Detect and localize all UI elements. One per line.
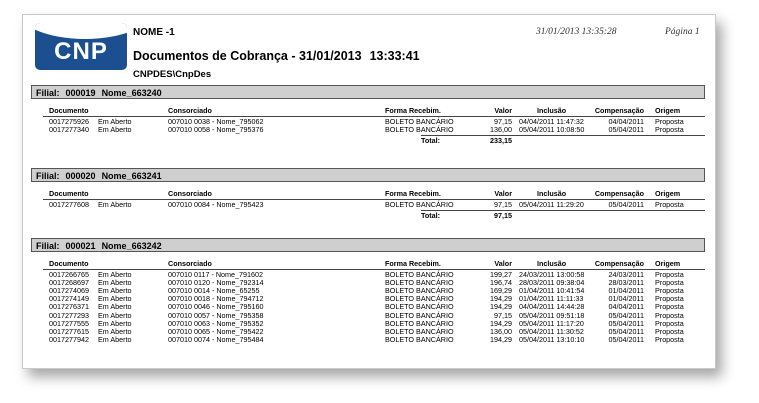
cell-compensacao: 05/04/2011: [608, 200, 644, 209]
cell-situacao: Em Aberto: [98, 117, 132, 126]
column-header-documento: Documento: [49, 106, 89, 115]
cell-compensacao: 05/04/2011: [608, 125, 644, 135]
cell-inclusao: 05/04/2011 11:30:52: [519, 326, 584, 336]
cell-forma-recebimento: BOLETO BANCÁRIO: [385, 278, 454, 288]
column-header-valor: Valor: [494, 106, 512, 115]
filial-code: 000019: [65, 88, 96, 98]
cell-valor: 194,29: [490, 302, 512, 312]
cell-inclusao: 05/04/2011 10:08:50: [519, 125, 585, 135]
cell-origem: Proposta: [655, 318, 684, 328]
cell-consorciado: 007010 0074 - Nome_795484: [168, 334, 264, 344]
cell-documento: 0017274149: [49, 294, 89, 304]
cell-consorciado: 007010 0057 - Nome_795358: [168, 310, 264, 320]
cell-origem: Proposta: [655, 294, 684, 304]
cell-origem: Proposta: [655, 310, 684, 320]
report-user-name: NOME -1: [133, 27, 175, 38]
total-rule: [421, 210, 705, 211]
filial-code: 000020: [65, 171, 96, 181]
cell-forma-recebimento: BOLETO BANCÁRIO: [385, 334, 454, 344]
cell-documento: 0017277340: [49, 125, 89, 135]
table-row: [23, 336, 715, 344]
print-date: 31/01/2013 13:35:28: [536, 27, 617, 37]
cell-valor: 97,15: [494, 310, 512, 320]
cell-documento: 0017277555: [49, 318, 89, 328]
cell-situacao: Em Aberto: [98, 286, 132, 296]
cell-inclusao: 01/04/2011 11:11:33: [519, 294, 584, 304]
cell-forma-recebimento: BOLETO BANCÁRIO: [385, 326, 454, 336]
column-header-documento: Documento: [49, 189, 89, 198]
cell-inclusao: 05/04/2011 13:10:10: [519, 334, 585, 344]
cnp-logo: [35, 23, 127, 70]
table-row: [23, 126, 715, 134]
total-value: 233,15: [490, 136, 512, 146]
cell-forma-recebimento: BOLETO BANCÁRIO: [385, 318, 454, 328]
column-header-rule: [43, 116, 705, 117]
cell-inclusao: 05/04/2011 11:17:20: [519, 318, 584, 328]
cell-documento: 0017277293: [49, 310, 89, 320]
cell-situacao: Em Aberto: [98, 318, 132, 328]
cell-inclusao: 05/04/2011 09:51:18: [519, 310, 585, 320]
column-header-valor: Valor: [494, 189, 512, 198]
total-value: 97,15: [494, 211, 512, 221]
column-header-inclusao: Inclusão: [537, 259, 567, 268]
filial-code: 000021: [65, 241, 96, 251]
cell-documento: 0017277615: [49, 326, 89, 336]
cell-origem: Proposta: [655, 302, 684, 312]
column-header-inclusao: Inclusão: [537, 189, 567, 198]
column-header-rule: [43, 269, 705, 270]
column-header-origem: Origem: [655, 106, 681, 115]
total-rule: [421, 135, 705, 136]
cell-consorciado: 007010 0063 - Nome_795352: [168, 318, 264, 328]
cell-origem: Proposta: [655, 334, 684, 344]
cell-valor: 199,27: [490, 270, 512, 279]
cell-consorciado: 007010 0120 - Nome_792314: [168, 278, 264, 288]
column-header-compensacao: Compensação: [594, 106, 644, 115]
column-header-compensacao: Compensação: [594, 259, 644, 268]
column-header-compensacao: Compensação: [594, 189, 644, 198]
cell-documento: 0017276371: [49, 302, 89, 312]
cell-valor: 194,29: [490, 334, 512, 344]
cell-compensacao: 05/04/2011: [608, 334, 644, 344]
report-title-text: Documentos de Cobrança - 31/01/2013: [133, 49, 362, 63]
cell-origem: Proposta: [655, 270, 684, 279]
cell-documento: 0017268697: [49, 278, 89, 288]
column-header-inclusao: Inclusão: [537, 106, 567, 115]
cell-situacao: Em Aberto: [98, 278, 132, 288]
cell-valor: 169,29: [490, 286, 512, 296]
cell-situacao: Em Aberto: [98, 294, 132, 304]
cell-origem: Proposta: [655, 326, 684, 336]
cell-forma-recebimento: BOLETO BANCÁRIO: [385, 200, 454, 209]
cell-inclusao: 04/04/2011 11:47:32: [519, 117, 584, 126]
filial-header-bar: [31, 238, 705, 252]
cell-valor: 136,00: [490, 326, 512, 336]
cell-compensacao: 04/04/2011: [608, 302, 644, 312]
report-page: [22, 14, 716, 369]
report-title: [133, 49, 420, 63]
column-header-consorciado: Consorciado: [168, 106, 212, 115]
logo-text: CNP: [54, 38, 108, 65]
cell-consorciado: 007010 0084 - Nome_795423: [168, 200, 264, 209]
column-header-forma-recebimento: Forma Recebim.: [385, 189, 441, 198]
cell-forma-recebimento: BOLETO BANCÁRIO: [385, 310, 454, 320]
cell-situacao: Em Aberto: [98, 334, 132, 344]
column-header-documento: Documento: [49, 259, 89, 268]
column-header-row: [23, 260, 715, 268]
total-row: [23, 137, 715, 145]
cell-valor: 194,29: [490, 318, 512, 328]
cell-compensacao: 01/04/2011: [608, 294, 644, 304]
cell-inclusao: 01/04/2011 10:41:54: [519, 286, 585, 296]
cell-consorciado: 007010 0014 - Nome_65255: [168, 286, 260, 296]
cell-documento: 0017274069: [49, 286, 89, 296]
filial-label: Filial:: [36, 171, 60, 181]
cell-valor: 97,15: [494, 200, 512, 209]
cell-situacao: Em Aberto: [98, 270, 132, 279]
cell-documento: 0017275926: [49, 117, 89, 126]
cell-forma-recebimento: BOLETO BANCÁRIO: [385, 117, 454, 126]
cell-origem: Proposta: [655, 200, 684, 209]
cell-documento: 0017266765: [49, 270, 89, 279]
cell-compensacao: 05/04/2011: [608, 318, 644, 328]
total-label: Total:: [421, 136, 441, 146]
cell-forma-recebimento: BOLETO BANCÁRIO: [385, 294, 454, 304]
cell-inclusao: 05/04/2011 11:29:20: [519, 200, 584, 209]
page-number: Página 1: [665, 27, 700, 37]
cell-consorciado: 007010 0018 - Nome_794712: [168, 294, 264, 304]
column-header-origem: Origem: [655, 189, 681, 198]
report-title-time: 13:33:41: [369, 49, 420, 63]
cell-situacao: Em Aberto: [98, 326, 132, 336]
cell-inclusao: 24/03/2011 13:00:58: [519, 270, 585, 279]
column-header-consorciado: Consorciado: [168, 259, 212, 268]
cell-compensacao: 05/04/2011: [608, 326, 644, 336]
cell-origem: Proposta: [655, 286, 684, 296]
column-header-origem: Origem: [655, 259, 681, 268]
cell-compensacao: 05/04/2011: [608, 310, 644, 320]
cell-forma-recebimento: BOLETO BANCÁRIO: [385, 286, 454, 296]
cell-valor: 136,00: [490, 125, 512, 135]
cell-origem: Proposta: [655, 125, 684, 135]
filial-header-bar: [31, 168, 705, 182]
report-path: CNPDES\CnpDes: [133, 69, 212, 80]
cell-compensacao: 01/04/2011: [608, 286, 644, 296]
cell-valor: 194,29: [490, 294, 512, 304]
cell-origem: Proposta: [655, 278, 684, 288]
filial-header-bar: [31, 85, 705, 99]
cell-forma-recebimento: BOLETO BANCÁRIO: [385, 302, 454, 312]
filial-label: Filial:: [36, 88, 60, 98]
cell-situacao: Em Aberto: [98, 310, 132, 320]
column-header-consorciado: Consorciado: [168, 189, 212, 198]
column-header-row: [23, 107, 715, 115]
cell-compensacao: 24/03/2011: [608, 270, 644, 279]
cell-documento: 0017277942: [49, 334, 89, 344]
cell-inclusao: 04/04/2011 14:44:28: [519, 302, 585, 312]
column-header-rule: [43, 199, 705, 200]
total-label: Total:: [421, 211, 441, 221]
filial-label: Filial:: [36, 241, 60, 251]
cell-compensacao: 28/03/2011: [608, 278, 644, 288]
cell-valor: 196,74: [490, 278, 512, 288]
column-header-forma-recebimento: Forma Recebim.: [385, 259, 441, 268]
cell-situacao: Em Aberto: [98, 302, 132, 312]
cell-situacao: Em Aberto: [98, 125, 132, 135]
filial-name: Nome_663241: [101, 171, 162, 181]
filial-name: Nome_663242: [101, 241, 162, 251]
column-header-row: [23, 190, 715, 198]
filial-name: Nome_663240: [101, 88, 162, 98]
cell-origem: Proposta: [655, 117, 684, 126]
cell-forma-recebimento: BOLETO BANCÁRIO: [385, 125, 454, 135]
total-row: [23, 212, 715, 220]
cell-situacao: Em Aberto: [98, 200, 132, 209]
table-row: [23, 201, 715, 209]
cell-consorciado: 007010 0117 - Nome_791602: [168, 270, 263, 279]
cell-consorciado: 007010 0046 - Nome_795160: [168, 302, 264, 312]
column-header-forma-recebimento: Forma Recebim.: [385, 106, 441, 115]
cell-consorciado: 007010 0065 - Nome_795422: [168, 326, 264, 336]
cell-valor: 97,15: [494, 117, 512, 126]
cell-compensacao: 04/04/2011: [608, 117, 644, 126]
cell-consorciado: 007010 0058 - Nome_795376: [168, 125, 264, 135]
cell-documento: 0017277608: [49, 200, 89, 209]
cell-consorciado: 007010 0038 - Nome_795062: [168, 117, 264, 126]
cell-inclusao: 28/03/2011 09:38:04: [519, 278, 585, 288]
cell-forma-recebimento: BOLETO BANCÁRIO: [385, 270, 454, 279]
column-header-valor: Valor: [494, 259, 512, 268]
